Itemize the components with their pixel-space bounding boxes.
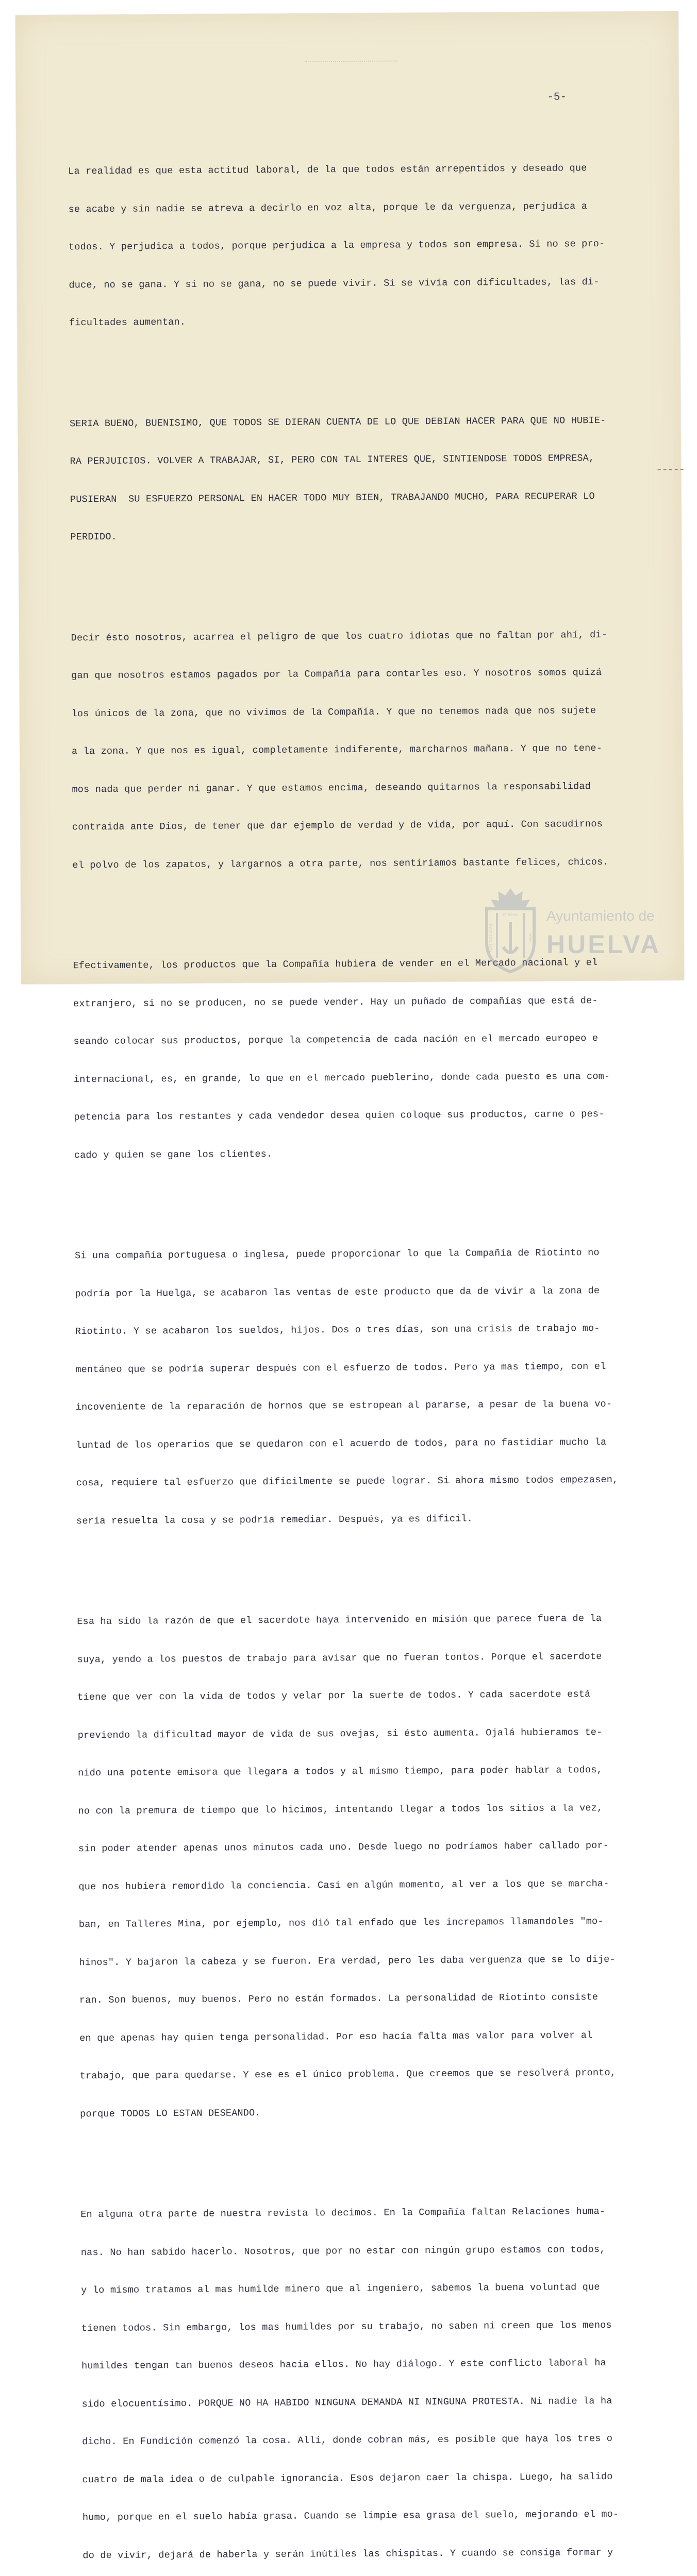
text-line: Si una compañía portuguesa o inglesa, puede proporcionar lo que la Compañía de Riotinto no xyxy=(74,1247,600,1262)
text-line: gan que nosotros estamos pagados por la Compañía para contarles eso. Y nosotros somos quizá xyxy=(71,667,602,682)
watermark-line-1: Ayuntamiento de xyxy=(546,908,655,924)
paragraph-5 xyxy=(75,1221,665,1553)
text-line: previendo la dificultad mayor de vida de sus ovejas, si ésto aumenta. Ojalá hubieramos te- xyxy=(77,1726,603,1741)
text-line: mos nada que perder ni ganar. Y que estamos encima, deseando quitarnos la responsabilidad xyxy=(72,781,591,795)
text-line: extranjero, si no se producen, no se puede vender. Hay un puñado de compañías que está de- xyxy=(73,995,598,1009)
text-line: el polvo de los zapatos, y largarnos a otra parte, nos sentiríamos bastante felices, chicos. xyxy=(72,856,609,871)
typewritten-page xyxy=(15,11,684,2561)
text-line: nido una potente emisora que llegara a todos y al mismo tiempo, para poder hablar a todos, xyxy=(78,1765,603,1779)
text-line: internacional, es, en grande, lo que en el mercado pueblerino, donde cada puesto es una com- xyxy=(73,1071,610,1085)
paragraph-7 xyxy=(80,2180,671,2576)
text-line: trabajo, que para quedarse. Y ese es el único problema. Que creemos que se resolverá pronto, xyxy=(79,2067,617,2082)
paragraph-1 xyxy=(68,137,657,354)
text-line: todos. Y perjudica a todos, porque perjudica a la empresa y todos son empresa. Si no se pro- xyxy=(68,238,605,253)
text-line: incoveniente de la reparación de hornos que se estropean al pararse, a pesar de la buena vo- xyxy=(75,1398,612,1413)
text-line: humildes tengan tan buenos deseos hacia ellos. No hay diálogo. Y este conflicto laboral ha xyxy=(81,2358,606,2372)
text-line: cado y quien se gane los clientes. xyxy=(74,1148,273,1161)
text-line: hinos". Y bajaron la cabeza y se fueron. Era verdad, pero les daba verguenza que se lo dije- xyxy=(79,1954,616,1968)
text-line: Riotinto. Y se acabaron los sueldos, hijos. Dos o tres días, son una crisis de trabajo mo- xyxy=(75,1323,600,1337)
text-line: luntad de los operarios que se quedaron con el acuerdo de todos, para no fastidiar mucho la xyxy=(76,1436,607,1451)
text-line: que nos hubiera remordido la conciencia. Casi en algún momento, al ver a los que se marcha- xyxy=(78,1878,609,1892)
text-line: Efectivamente, los productos que la Compañía hubiera de vender en el Mercado nacional y el xyxy=(73,957,598,972)
text-line: petencia para los restantes y cada vendedor desea quien coloque sus productos, carne o pes- xyxy=(74,1109,605,1123)
text-line: nas. No han sabido hacerlo. Nosotros, que por no estar con ningún grupo estamos con todos, xyxy=(80,2244,606,2258)
text-line: humo, porque en el suelo había grasa. Cuando se limpie esa grasa del suelo, mejorando el mo- xyxy=(82,2509,619,2523)
text-line: SERIA BUENO, BUENISIMO, QUE TODOS SE DIERAN CUENTA DE LO QUE DEBIAN HACER PARA QUE NO HUBIE- xyxy=(70,415,606,429)
text-line: a la zona. Y que nos es igual, completamente indiferente, marcharnos mañana. Y que no tene- xyxy=(71,743,603,757)
text-line: porque TODOS LO ESTAN DESEANDO. xyxy=(80,2107,261,2120)
text-line: cuatro de mala idea o de culpable ignorancia. Esos dejaron caer la chispa. Luego, ha salido xyxy=(82,2471,613,2485)
page-number: -5- xyxy=(547,91,567,104)
text-line: Decir ésto nosotros, acarrea el peligro de que los cuatro idiotas que no faltan por ahí, di- xyxy=(71,629,608,643)
text-line: podría por la Huelga, se acabaron las ventas de este producto que da de vivir a la zona de xyxy=(75,1285,600,1299)
text-line: PUSIERAN SU ESFUERZO PERSONAL EN HACER TODO MUY BIEN, TRABAJANDO MUCHO, PARA RECUPERAR LO xyxy=(70,490,595,505)
text-line: do de vivir, dejará de haberla y serán inútiles las chispitas. Y cuando se consiga formar y xyxy=(82,2547,613,2561)
text-line: PERDIDO. xyxy=(70,531,117,543)
text-line: sin poder atender apenas unos minutos cada uno. Desde luego no podríamos haber callado por- xyxy=(78,1840,609,1855)
text-line: ficultades aumentan. xyxy=(69,316,186,329)
text-line: mentáneo que se podría superar después con el esfuerzo de todos. Pero ya mas tiempo, con el xyxy=(75,1361,606,1375)
text-line: tienen todos. Sin embargo, los mas humildes por su trabajo, no saben ni creen que los menos xyxy=(81,2319,612,2334)
text-line: sería resuelta la cosa y se podría remediar. Después, ya es dificil. xyxy=(76,1513,473,1527)
seal-motto-left: FORTITUDO MARIS xyxy=(490,923,493,952)
text-line: los únicos de la zona, que no vivimos de la Compañía. Y que no tenemos nada que nos sujete xyxy=(71,705,596,719)
text-line: ran. Son buenos, muy buenos. Pero no están formados. La personalidad de Riotinto consiste xyxy=(79,1992,599,2006)
margin-dash-mark xyxy=(658,469,684,470)
text-line: se acabe y sin nadie se atreva a decirlo en voz alta, porque le da verguenza, perjudica a xyxy=(68,200,588,215)
seal-motto-top: ET TERRA xyxy=(503,914,518,917)
watermark-line-2: HUELVA xyxy=(546,930,661,959)
text-line: RA PERJUICIOS. VOLVER A TRABAJAR, SI, PERO CON TAL INTERES QUE, SINTIENDOSE TODOS EMPRESA, xyxy=(70,453,595,467)
paragraph-2 xyxy=(70,389,658,569)
text-line: contraida ante Dios, de tener que dar ejemplo de verdad y de vida, por aquí. Con sacudirnos xyxy=(72,819,603,833)
show-through-marks xyxy=(305,60,397,72)
text-line: y lo mismo tratamos al mas humilde minero que al ingeniero, sabemos la buena voluntad que xyxy=(81,2282,600,2296)
text-line: tiene que ver con la vida de todos y velar por la suerte de todos. Y cada sacerdote está xyxy=(77,1689,591,1703)
text-line: en que apenas hay quien tenga personalidad. Por eso hacía falta mas valor para volver al xyxy=(79,2029,593,2044)
text-line: duce, no se gana. Y si no se gana, no se puede vivir. Si se vivía con dificultades, las di- xyxy=(69,276,600,291)
text-line: La realidad es que esta actitud laboral, de la que todos están arrepentidos y deseado que xyxy=(68,163,587,177)
text-line: seando colocar sus productos, porque la competencia de cada nación en el mercado europeo e xyxy=(73,1033,599,1047)
paragraph-6 xyxy=(77,1587,668,2146)
text-line: Esa ha sido la razón de que el sacerdote haya intervenido en misión que parece fuera de la xyxy=(77,1613,602,1628)
paragraph-3 xyxy=(71,603,660,897)
text-line: cosa, requiere tal esfuerzo que dificilmente se puede lograr. Si ahora mismo todos empezasen, xyxy=(76,1474,619,1489)
text-line: suya, yendo a los puestos de trabajo para avisar que no fueran tontos. Porque el sacerdote xyxy=(77,1651,602,1665)
text-line: ban, en Talleres Mina, por ejemplo, nos dió tal enfado que les increpamos llamandoles "mo- xyxy=(78,1916,604,1930)
text-line: dicho. En Fundición comenzó la cosa. Allí, donde cobran más, es posible que haya los tres o xyxy=(81,2433,613,2448)
body-text xyxy=(68,111,671,2576)
ayuntamiento-watermark xyxy=(479,886,661,979)
text-line: En alguna otra parte de nuestra revista lo decimos. En la Compañía faltan Relaciones huma- xyxy=(80,2206,606,2221)
text-line: sido elocuentísimo. PORQUE NO HA HABIDO NINGUNA DEMANDA NI NINGUNA PROTESTA. Ni nadie la ha xyxy=(81,2395,612,2410)
coat-of-arms-icon xyxy=(479,886,541,974)
seal-motto-right: VIRGO xyxy=(528,933,531,943)
text-line: no con la premura de tiempo que lo hicimos, intentando llegar a todos los sitios a la vez, xyxy=(78,1802,603,1817)
